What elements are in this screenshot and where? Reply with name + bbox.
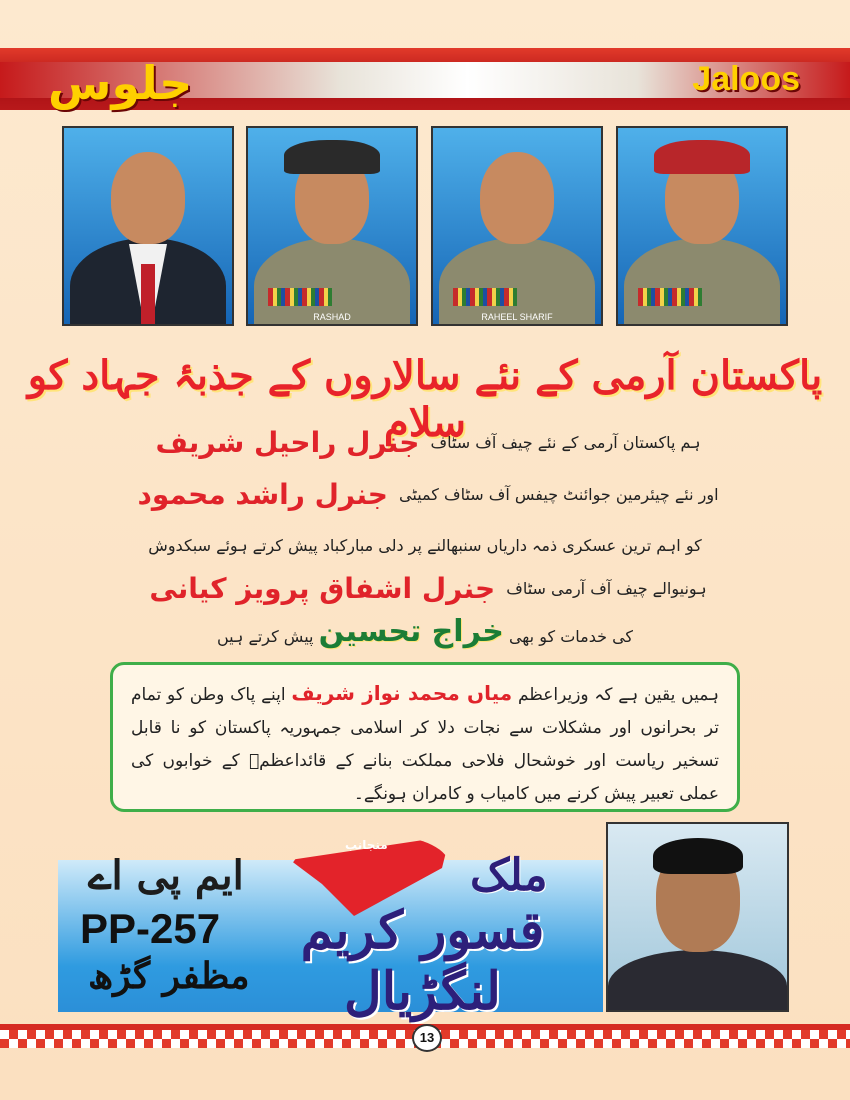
medal-ribbons (638, 288, 702, 306)
name-ashfaq-kayani: جنرل اشفاق پرویز کیانی (149, 572, 496, 605)
name-rashad-mahmood: جنرل راشد محمود (137, 478, 388, 511)
line-3-text: کو اہم ترین عسکری ذمہ داریاں سنبھالنے پر دلی مبارکباد پیش کرتے ہوئے سبکدوش (148, 536, 702, 555)
medal-ribbons (268, 288, 332, 306)
line-5-post: پیش کرتے ہیں (216, 627, 314, 646)
suit-shape (608, 950, 787, 1012)
pm-name: میاں محمد نواز شریف (291, 681, 513, 705)
line-4-text: ہونیوالے چیف آف آرمی سٹاف (506, 579, 707, 598)
line-2-text: اور نئے چیئرمین جوائنٹ چیفس آف سٹاف کمیٹی (399, 485, 719, 504)
face-shape (480, 152, 554, 244)
portrait-ashfaq-kayani (616, 126, 788, 326)
tie-shape (141, 264, 155, 324)
page-number: 13 (412, 1024, 442, 1052)
peak-cap-shape (654, 140, 750, 174)
name-raheel-sharif: جنرل راحیل شریف (155, 426, 420, 459)
logo-urdu: جلوس (48, 56, 193, 110)
uniform-shape (624, 238, 780, 326)
hair-shape (653, 838, 743, 874)
candidate-city: مظفر گڑھ (88, 955, 250, 997)
medal-ribbons (453, 288, 517, 306)
name-tag: RASHAD (313, 312, 351, 322)
flag-label: منجانب (345, 838, 388, 852)
portrait-rashad-mahmood (246, 126, 418, 326)
text-line-4 (0, 572, 850, 605)
line-5-pre: کی خدمات کو بھی (508, 627, 634, 646)
portrait-raheel-sharif (431, 126, 603, 326)
candidate-role: ایم پی اے (88, 852, 244, 899)
line-1-text: ہم پاکستان آرمی کے نئے چیف آف سٹاف (430, 433, 701, 452)
text-line-5 (0, 614, 850, 649)
headline: پاکستان آرمی کے نئے سالاروں کے جذبۂ جہاد کو سلام (27, 352, 823, 446)
message-box (110, 662, 740, 812)
text-line-3 (0, 535, 850, 555)
face-shape (111, 152, 185, 244)
logo-english: Jaloos (692, 60, 800, 98)
text-line-2 (0, 478, 850, 511)
text-line-1 (0, 426, 850, 459)
candidate-portrait (606, 822, 789, 1012)
name-tag: RAHEEL SHARIF (481, 312, 553, 322)
constituency: PP-257 (80, 905, 221, 952)
portrait-nawaz-sharif (62, 126, 234, 326)
message-part-2: اپنے پاک وطن کو تمام تر بحرانوں اور مشکلات سے نجات دلا کر اسلامی جمہوریہ پاکستان کو نا قابل تسخیر ریاست اور خوشحال فلاحی مملکت بنانے کے قائداعظمؒ کے خوابوں کی عملی تعبیر پیش کرنے میں کامیاب و کامران ہونگے۔ (131, 685, 719, 804)
tribute-text: خراج تحسین (318, 614, 504, 649)
candidate-title: ملک (470, 850, 548, 901)
beret-shape (284, 140, 380, 174)
candidate-name: قسور کریم لنگڑیال (300, 900, 545, 1022)
message-part-1: ہمیں یقین ہے کہ وزیراعظم (517, 685, 720, 705)
